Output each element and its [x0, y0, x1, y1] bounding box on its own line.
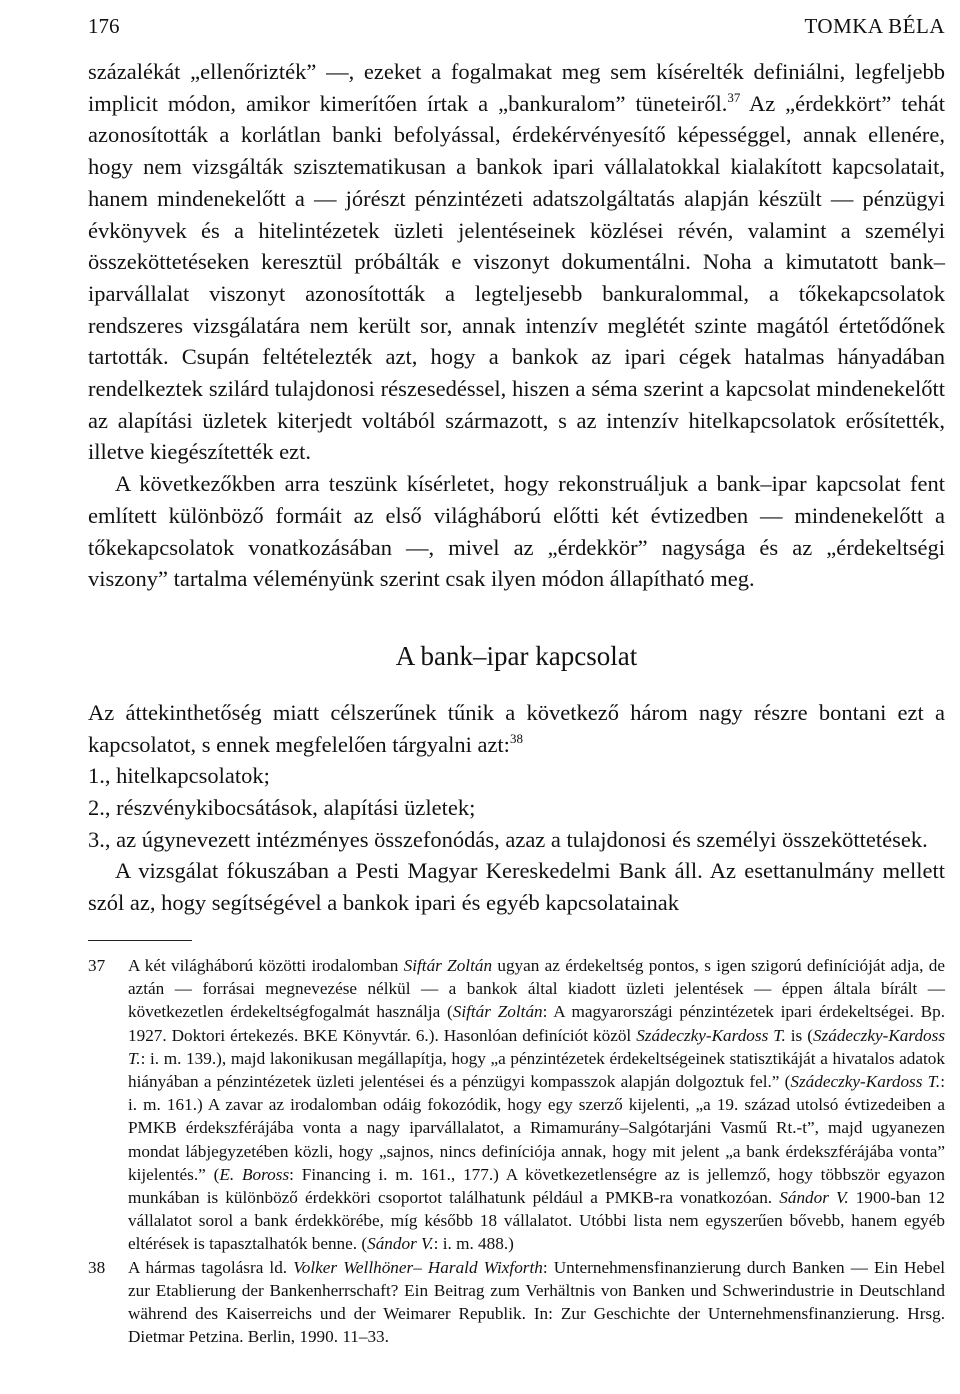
footnote-text: : Financing i. m. 161., 177.) A következetlenségre az is jellemző, hogy többször egyazon munkában is különböző érdekköri csoportot találhatunk például a PMKB-ra vonatkozóan.	[128, 1164, 945, 1208]
paragraph-focus: A vizsgálat fókuszában a Pesti Magyar Kereskedelmi Bank áll. Az esettanulmány mellett szól az, hogy segítségével a bankok ipari és egyéb kapcsolatainak	[88, 858, 945, 916]
footnote-text: is (	[785, 1025, 813, 1045]
footnotes	[88, 954, 945, 1348]
cited-author: Siftár Zoltán	[403, 956, 493, 975]
footnote-37	[88, 954, 945, 1256]
cited-author: Szádeczky-Kardoss T.	[790, 1072, 941, 1092]
footnote-text: : i. m. 488.)	[433, 1234, 514, 1254]
footnote-text: : i. m. 139.), majd lakonikusan megállapítja, hogy „a pénzintézetek érdekeltségeinek statisztikáját a hivatalos adatok hiányában a pénzintézetek üzleti jelentései és a pénzügyi kompasszok alapján dolgoztuk fel.” (	[128, 1048, 945, 1092]
footnote-text: A hármas tagolásra ld.	[128, 1257, 294, 1277]
paragraph-intro	[88, 56, 945, 468]
footnote-text: : i. m. 161.) A zavar az irodalomban odáig fokozódik, hogy egy szerző kijelenti, „a 19. század utolsó évtizedeiben a PMKB érdekszférájába vonta a nagy iparvállalatot, a Rimamurány–Salgótarjáni Vasmű Rt.-t”, majd ugyanezen mondat lábjegyzetében közli, hogy „sajnos, nincs definíciója annak, hogy mit jelent „a bank érdekszférájába vonta” kijelentés.” (	[128, 1072, 945, 1184]
footnote-text: : A magyarországi pénzintézetek ipari érdekeltségei. Bp. 1927. Doktori értekezés. BKE Könyvtár. 6.). Hasonlóan definíciót közöl	[128, 1002, 946, 1045]
section-heading: A bank–ipar kapcsolat	[395, 640, 638, 671]
cited-author: Sándor V.	[779, 1188, 849, 1208]
footnote-separator	[88, 940, 192, 941]
footnote-mark: 37	[88, 956, 106, 975]
page-number: 176	[88, 14, 120, 38]
paragraph-intro-text-b: Az „érdekkört” tehát azonosították a korlátlan banki befolyással, érdekérvényesítő képességgel, annak ellenére, hogy nem vizsgálták szisztematikusan a bankok ipari vállalatokkal kialakított kapcsolatait, hanem mindenekelőtt a — jórészt pénzintézeti adatszolgáltatás alapján készült — pénzügyi évkönyvek és a hitelintézetek üzleti jelentéseinek közlései révén, valamint a személyi összeköttetéseken keresztül próbálták e viszonyt dokumentálni. Noha a kimutatott bank–iparvállalat viszonyt azonosították a legteljesebb bankuralommal, a tőkekapcsolatok rendszeres vizsgálatára nem került sor, annak intenzív meglétét szinte magától értetődőnek tartották. Csupán feltételezték azt, hogy a bankok az ipari cégek hatalmas hányadában rendelkeztek szilárd tulajdonosi részesedéssel, hiszen a séma szerint a kapcsolat mindenekelőtt az alapítási üzletek kiterjedt voltából származott, s az intenzív hitelkapcsolatok erősítették, illetve kiegészítették ezt.	[88, 90, 946, 465]
footnote-38	[88, 1256, 945, 1349]
cited-author: Volker Wellhöner– Harald Wixforth	[293, 1257, 543, 1277]
paragraph-structure	[88, 697, 945, 760]
list-item-1: 1., hitelkapcsolatok;	[88, 763, 270, 789]
main-text	[88, 56, 945, 919]
footnote-ref-38[interactable]: 38	[509, 730, 523, 746]
footnote-mark: 38	[88, 1257, 106, 1277]
cited-author: Siftár Zoltán	[452, 1002, 543, 1022]
cited-author: Sándor V.	[367, 1234, 434, 1254]
footnote-text: : Unternehmensfinanzierung durch Banken — Ein Hebel zur Etablierung der Bankenherrschaft? Ein Beitrag zum Verhältnis von Banken und Schwerindustrie in Deutschland während des Kaiserreichs und der Weimarer Republik. In: Zur Geschichte der Unternehmensfinanzierung. Hrsg. Dietmar Petzina. Berlin, 1990. 11–33.	[128, 1257, 945, 1347]
running-head-author: TOMKA BÉLA	[804, 14, 945, 38]
running-header	[88, 14, 945, 44]
list-item-3: 3., az úgynevezett intézményes összefonódás, azaz a tulajdonosi és személyi összeköttetések.	[88, 826, 928, 852]
list-item-2: 2., részvénykibocsátások, alapítási üzletek;	[88, 795, 476, 821]
cited-author: Szádeczky-Kardoss T.	[128, 1025, 946, 1068]
cited-author: Szádeczky-Kardoss T.	[636, 1025, 786, 1045]
footnote-ref-37[interactable]: 37	[727, 89, 741, 105]
paragraph-aim: A következőkben arra teszünk kísérletet, hogy rekonstruáljuk a bank–ipar kapcsolat fent említett különböző formáit az első világháború előtti két évtizedben — mindenekelőtt a tőkekapcsolatok vonatkozásában —, mivel az „érdekkör” nagysága és az „érdekeltségi viszony” tartalma véleményünk szerint csak ilyen módon állapítható meg.	[88, 471, 945, 592]
paragraph-intro-text-a: százalékát „ellenőrizték” —, ezeket a fogalmakat meg sem kísérelték definiálni, legfeljebb implicit módon, amikor kimerítően írtak a „bankuralom” tüneteiről.	[88, 59, 945, 116]
paragraph-structure-text: Az áttekinthetőség miatt célszerűnek tűnik a következő három nagy részre bontani ezt a kapcsolatot, s ennek megfelelően tárgyalni azt:	[88, 699, 945, 757]
footnote-text: A két világháború közötti irodalomban	[128, 956, 404, 975]
footnote-text: 1900-ban 12 vállalatot sorol a bank érdekkörébe, míg később 18 vállalatot. Utóbbi lista nem egyszerűen bővebb, hanem egyéb eltérések is tapasztalhatók benne. (	[128, 1188, 945, 1254]
footnote-text: ugyan az érdekeltség pontos, s igen szigorú definícióját adja, de aztán — forrásai megnevezése nélkül — a bankok által kiadott üzleti jelentések — éppen általa bírált — következetlen érdekeltségfogalmát használja (	[128, 956, 945, 1022]
cited-author: E. Boross	[219, 1164, 290, 1184]
